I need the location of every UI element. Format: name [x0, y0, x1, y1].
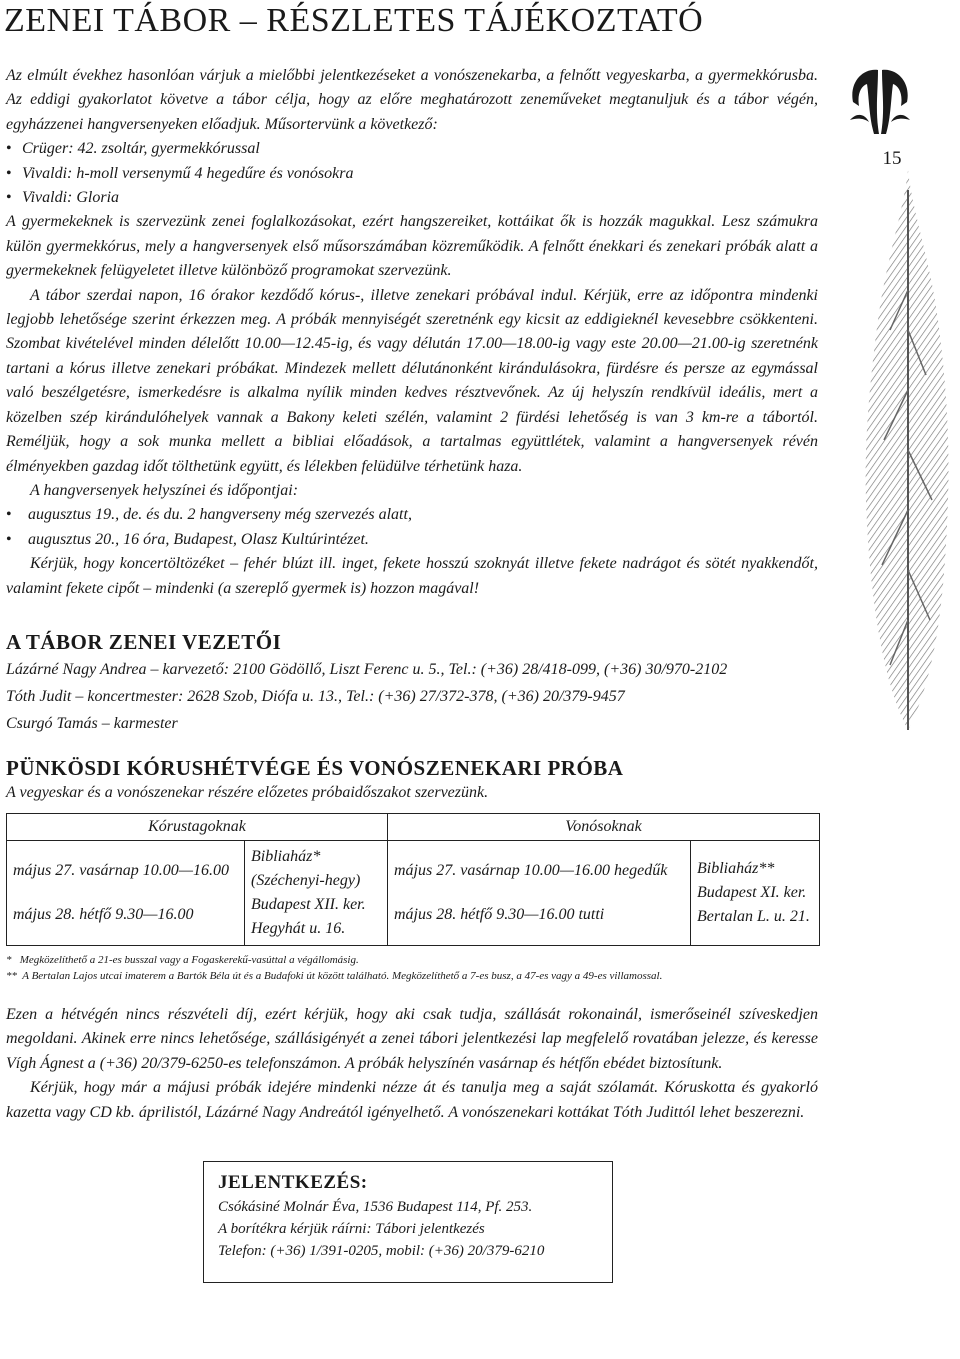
program-item: • Vivaldi: Gloria [6, 186, 818, 210]
scores-paragraph: Kérjük, hogy már a májusi próbák idejére mindenki nézze át és tanulja meg a saját szólamát. Kóruskotta és gyakorló kazetta vagy CD kb. áprilistól, Lázárné Nagy Andreától igényelhető. A vonószenekari kottákat Tóth Judittól lehet beszerezni. [6, 1079, 818, 1121]
strings-location-line: Budapest XI. ker. [697, 884, 807, 901]
footnote: * Megközelíthető a 21-es busszal vagy a Fogaskerekű-vasúttal a végállomásig. [6, 954, 359, 966]
children-paragraph: A gyermekeknek is szervezünk zenei foglalkozásokat, ezért hangszereiket, kottáikat ők is hozzák magukkal. Lesz számukra külön gyermekkórus, mely a hangversenyek első műsorszámában közreműködik. A felnőtt énekkari és zenekari próbák alatt a gyermekeknek felügyeletet illetve különböző programokat szervezünk. [6, 213, 818, 280]
registration-title: JELENTKEZÉS: [218, 1172, 368, 1193]
choir-location-line: (Széchenyi-hegy) [251, 872, 361, 889]
schedule-paragraph: A tábor szerdai napon, 16 órakor kezdődő kórus-, illetve zenekari próbával indul. Kérjük, erre az időpontra mindenki legjobb lehetősége szerint érkezzen meg. A próbák mennyiségét szeretnénk egy kicsit az eddigieknél kevesebbre csökkenteni. Szombat kivételével minden délelőtt 10.00—12.45-ig, és vagy délután 17.00—18.00-ig vagy este 20.00—21.00-ig szeretnénk tartani a kórus illetve zenekari próbákat. Mindezek mellett délutánonként kirándulásokra, fürdésre és persze az egymással való beszélgetésre, ismerkedésre is alkalma nyílik minden kedves résztvevőnek. Az új helyszín rendkívül ideális, mert a közelben szép kirándulóhelyek vannak a Bakony keleti szélén, valamint 2 fürdési lehetőség is van 3 km-re a tábortól. Reméljük, hogy a sok munka mellett a bibliai előadások, a tartalmas együttlétek, valamint a hangversenyek révén élményekben gazdag időt tölthetünk együtt, és lélekben felüdülve térhetünk haza. [6, 286, 818, 475]
registration-line: A borítékra kérjük ráírni: Tábori jelentkezés [218, 1221, 485, 1237]
choir-location-line: Hegyhát u. 16. [251, 920, 346, 937]
pentecost-note: A vegyeskar és a vonószenekar részére előzetes próbaidőszakot szervezünk. [6, 784, 489, 801]
strings-location-cell [691, 841, 820, 946]
choir-column-header: Kórustagoknak [7, 814, 388, 841]
choir-date: május 27. vasárnap 10.00—16.00 [13, 862, 230, 879]
tree-illustration-icon [860, 170, 955, 730]
strings-date: május 27. vasárnap 10.00—16.00 hegedűk [394, 862, 668, 879]
concerts-list [6, 503, 818, 552]
footnotes [6, 952, 826, 984]
rehearsal-schedule-table [6, 813, 820, 946]
strings-location-line: Bibliaház** [697, 860, 775, 877]
strings-dates-cell [388, 841, 691, 946]
main-text [6, 64, 818, 601]
leader-line: Lázárné Nagy Andrea – karvezető: 2100 Gödöllő, Liszt Ferenc u. 5., Tel.: (+36) 28/418-099, (+36) 30/970-2102 [6, 661, 728, 678]
choir-date: május 28. hétfő 9.30—16.00 [13, 906, 194, 923]
logo-icon [845, 62, 915, 142]
choir-dates-cell [7, 841, 245, 946]
leader-line: Tóth Judit – koncertmester: 2628 Szob, Diófa u. 13., Tel.: (+36) 27/372-378, (+36) 20/379-9457 [6, 688, 625, 705]
pentecost-details [6, 1003, 818, 1125]
strings-column-header: Vonósoknak [388, 814, 820, 841]
concerts-heading: A hangversenyek helyszínei és időpontjai: [30, 481, 299, 499]
leader-line: Csurgó Tamás – karmester [6, 715, 178, 732]
strings-location-line: Bertalan L. u. 21. [697, 908, 810, 925]
pentecost-heading: PÜNKÖSDI KÓRUSHÉTVÉGE ÉS VONÓSZENEKARI PRÓBA [6, 756, 624, 780]
intro-paragraph: Az elmúlt évekhez hasonlóan várjuk a mielőbbi jelentkezéseket a vonószenekarba, a felnőtt vegyeskarba, a gyermekkórusba. Az eddigi gyakorlatot követve a tábor célja, hogy az előre meghatározott zeneműveket megtanuljuk és a tábor végén, egyházzenei hangversenyeken előadjuk. Műsortervünk a következő: [6, 67, 818, 133]
clothing-paragraph: Kérjük, hogy koncertöltözéket – fehér blúzt ill. inget, fekete hosszú szoknyát illetve fekete nadrágot és sötét nyakkendőt, valamint fekete cipőt – mindenki (a szereplő gyermek is) hozzon magával! [6, 555, 818, 597]
choir-location-line: Bibliaház* [251, 848, 321, 865]
footnote: ** A Bertalan Lajos utcai imaterem a Bartók Béla út és a Budafoki út között található. Megközelíthető a 7-es busz, a 47-es vagy a 49-es villamossal. [6, 970, 663, 982]
program-item: • Crüger: 42. zsoltár, gyermekkórussal [6, 137, 818, 161]
leaders-list [6, 656, 826, 737]
registration-box [203, 1161, 613, 1283]
page-title: ZENEI TÁBOR – RÉSZLETES TÁJÉKOZTATÓ [4, 2, 704, 39]
registration-line: Csókásiné Molnár Éva, 1536 Budapest 114, Pf. 253. [218, 1199, 533, 1215]
concert-item: • augusztus 19., de. és du. 2 hangverseny még szervezés alatt, [6, 503, 818, 527]
registration-line: Telefon: (+36) 1/391-0205, mobil: (+36) 20/379-6210 [218, 1243, 545, 1259]
program-item: • Vivaldi: h-moll versenymű 4 hegedűre és vonósokra [6, 162, 818, 186]
strings-date: május 28. hétfő 9.30—16.00 tutti [394, 906, 605, 923]
page-number: 15 [882, 148, 902, 169]
leaders-heading: A TÁBOR ZENEI VEZETŐI [6, 630, 282, 654]
program-list [6, 137, 818, 210]
concert-item: • augusztus 20., 16 óra, Budapest, Olasz Kultúrintézet. [6, 528, 818, 552]
accommodation-paragraph: Ezen a hétvégén nincs részvételi díj, ezért kérjük, hogy aki csak tudja, szállását rokonainál, ismerőseinél szíveskedjen megoldani. Akinek erre nincs lehetősége, szállásigényét a zenei tábori jelentkezési lap megfelelő rovatában jelezze, és keresse Vígh Ágnest a (+36) 20/379-6250-es telefonszámon. A próbák helyszínén vasárnap és hétfőn ebédet biztosítunk. [6, 1006, 818, 1072]
choir-location-line: Budapest XII. ker. [251, 896, 366, 913]
choir-location-cell [245, 841, 388, 946]
